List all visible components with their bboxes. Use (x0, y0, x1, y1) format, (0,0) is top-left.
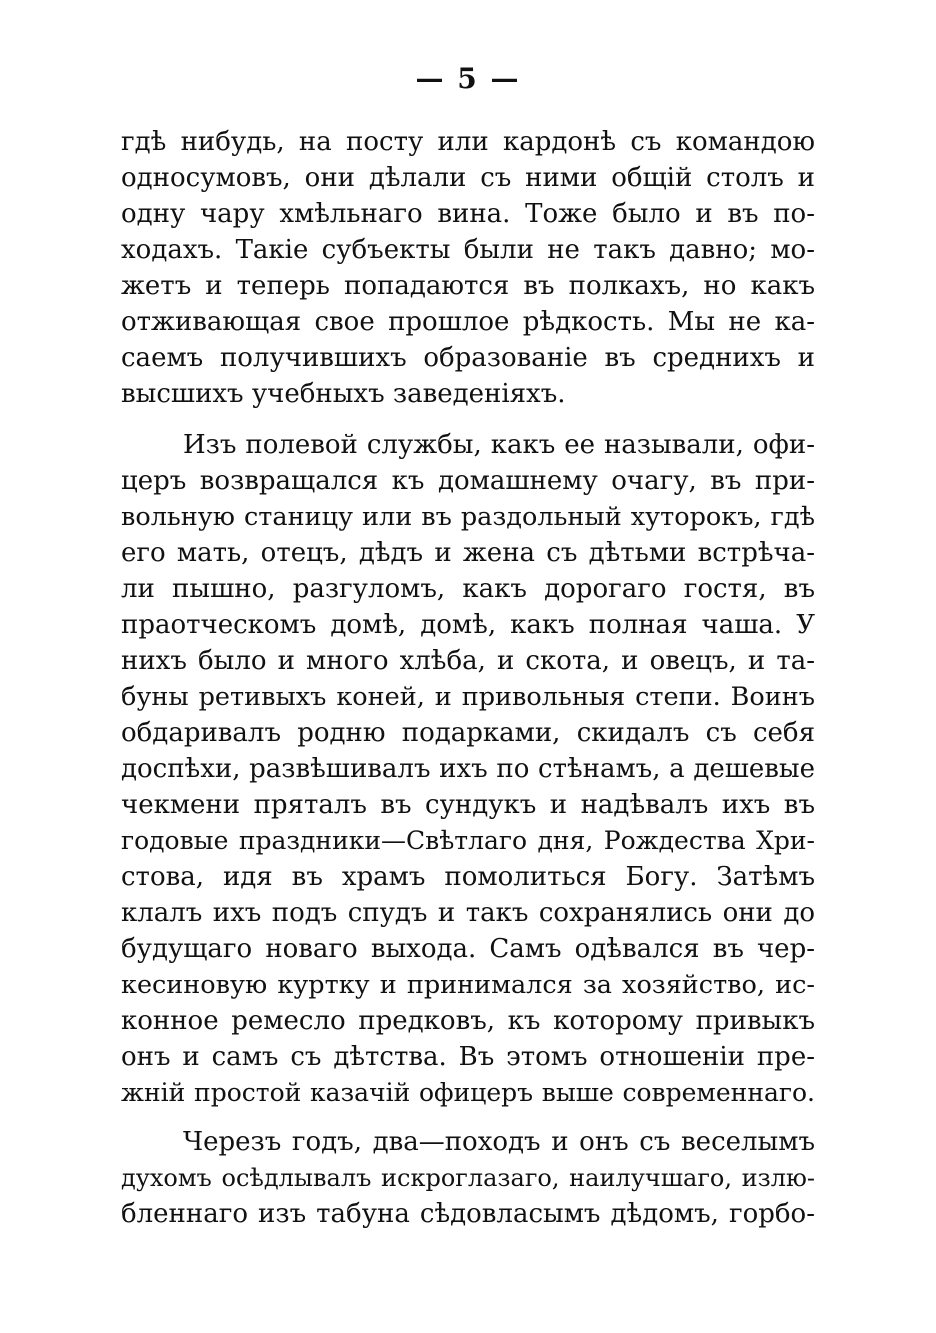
text-line: будущаго новаго выхода. Самъ одѣвался въ чер- (121, 934, 815, 964)
text-line: жетъ и теперь попадаются въ полкахъ, но какъ (121, 271, 815, 301)
text-line: Изъ полевой службы, какъ ее называли, офи- (183, 430, 815, 460)
text-line: духомъ осѣдлывалъ искроглазаго, наилучшаго, излю- (121, 1164, 815, 1192)
text-line: чекмени пряталъ въ сундукъ и надѣвалъ ихъ въ (121, 790, 815, 820)
text-line: отживающая свое прошлое рѣдкость. Мы не ка- (121, 307, 815, 337)
text-line: саемъ получившихъ образованіе въ среднихъ и (121, 343, 815, 373)
text-line: его мать, отецъ, дѣдъ и жена съ дѣтьми встрѣча- (121, 538, 815, 568)
text-line: Черезъ годъ, два—походъ и онъ съ веселымъ (183, 1127, 815, 1157)
text-line: одну чару хмѣльнаго вина. Тоже было и въ по- (121, 199, 815, 229)
text-line: односумовъ, они дѣлали съ ними общій столъ и (121, 163, 815, 193)
text-line: церъ возвращался къ домашнему очагу, въ при- (121, 466, 815, 496)
text-line: ходахъ. Такіе субъекты были не такъ давно; мо- (121, 235, 815, 265)
text-line: жній простой казачій офицеръ выше современнаго. (121, 1078, 815, 1107)
text-line: вольную станицу или въ раздольный хуторокъ, гдѣ (121, 502, 815, 532)
text-line: праотческомъ домѣ, домѣ, какъ полная чаша. У (121, 610, 815, 640)
paragraph-3 (121, 1124, 815, 1232)
text-line: кесиновую куртку и принимался за хозяйство, ис- (121, 970, 815, 1000)
text-line: доспѣхи, развѣшивалъ ихъ по стѣнамъ, а дешевые (121, 754, 815, 784)
text-line: стова, идя въ храмъ помолиться Богу. Затѣмъ (121, 862, 815, 892)
text-line: конное ремесло предковъ, къ которому привыкъ (121, 1006, 815, 1036)
text-line: нихъ было и много хлѣба, и скота, и овецъ, и та- (121, 646, 815, 676)
text-line: ли пышно, разгуломъ, какъ дорогаго гостя, въ (121, 574, 815, 604)
text-line: бленнаго изъ табуна сѣдовласымъ дѣдомъ, горбо- (121, 1199, 815, 1229)
paragraph-2 (121, 427, 815, 1111)
text-line: обдаривалъ родню подарками, скидалъ съ себя (121, 718, 815, 748)
text-line: буны ретивыхъ коней, и привольныя степи. Воинъ (121, 682, 815, 712)
text-line: высшихъ учебныхъ заведеніяхъ. (121, 379, 566, 409)
text-line: клалъ ихъ подъ спудъ и такъ сохранялись они до (121, 898, 815, 928)
page-number: — 5 — (415, 62, 521, 95)
paragraph-1 (121, 124, 815, 412)
text-line: онъ и самъ съ дѣтства. Въ этомъ отношеніи пре- (121, 1042, 815, 1072)
text-line: годовые праздники—Свѣтлаго дня, Рождества Хри- (121, 826, 815, 855)
text-line: гдѣ нибудь, на посту или кардонѣ съ командою (121, 127, 815, 157)
